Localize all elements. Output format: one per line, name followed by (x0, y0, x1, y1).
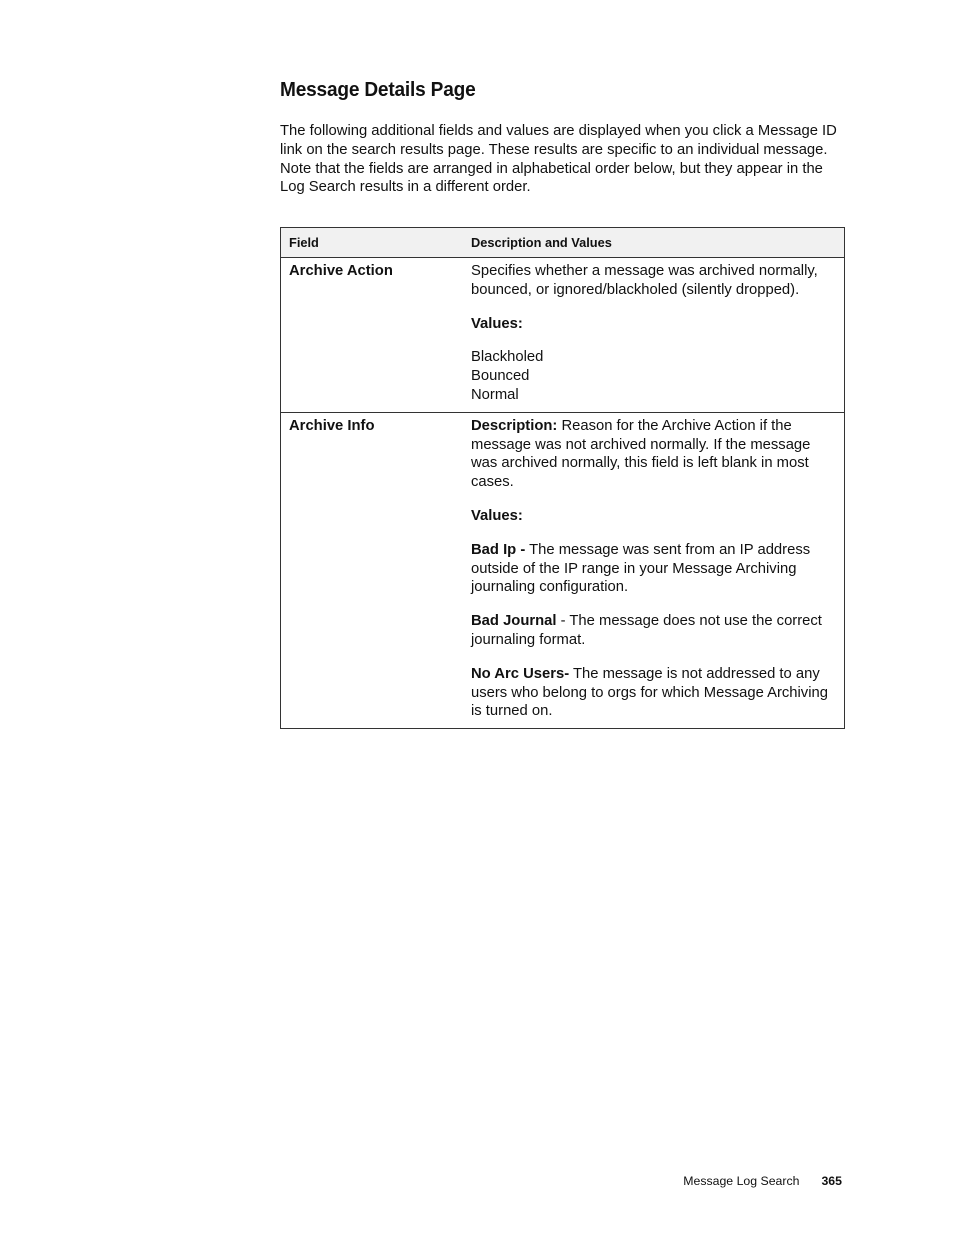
page-number: 365 (821, 1174, 842, 1188)
field-description: Specifies whether a message was archived normally, bounced, or ignored/blackholed (silently dropped). (471, 263, 818, 298)
page-footer (0, 1174, 842, 1188)
value-text: The message was sent from an IP address outside of the IP range in your Message Archiving journaling configuration. (471, 541, 811, 596)
description-cell (463, 412, 845, 728)
table-row-archive-info (281, 412, 845, 728)
footer-section-title: Message Log Search (683, 1174, 800, 1188)
field-cell (281, 412, 464, 728)
value-entry (471, 541, 836, 597)
value-text: The message is not addressed to any users who belong to orgs for which Message Archiving is turned on. (471, 665, 828, 720)
field-description (471, 417, 836, 492)
values-label: Values: (471, 507, 523, 524)
description-label: Description: (471, 417, 558, 434)
value-name: Bad Ip - (471, 541, 526, 558)
field-name: Archive Info (289, 417, 375, 434)
value-item: Normal (471, 386, 519, 403)
description-cell (463, 258, 845, 413)
field-name: Archive Action (289, 263, 393, 279)
fields-table (280, 227, 845, 729)
values-list (471, 348, 836, 404)
value-item: Bounced (471, 368, 530, 385)
column-header-field: Field (281, 228, 464, 258)
column-header-description: Description and Values (463, 228, 845, 258)
value-text: - The message does not use the correct journaling format. (471, 613, 822, 648)
value-name: Bad Journal (471, 613, 557, 630)
page-title: Message Details Page (280, 78, 476, 101)
description-text: Reason for the Archive Action if the message was not archived normally. If the message was archived normally, this field is left blank in most cases. (471, 417, 811, 491)
table-row-archive-action (281, 258, 845, 413)
value-entry (471, 665, 836, 721)
value-item: Blackholed (471, 349, 544, 366)
values-label: Values: (471, 315, 523, 332)
field-cell (281, 258, 464, 413)
table-header-row (281, 228, 845, 258)
intro-paragraph: The following additional fields and values are displayed when you click a Message ID link on the search results page. These results are specific to an individual message. Note that the fields are arranged in alphabetical order below, but they appear in the Log Search results in a different order. (280, 123, 837, 196)
value-name: No Arc Users- (471, 665, 570, 682)
value-entry (471, 612, 836, 650)
